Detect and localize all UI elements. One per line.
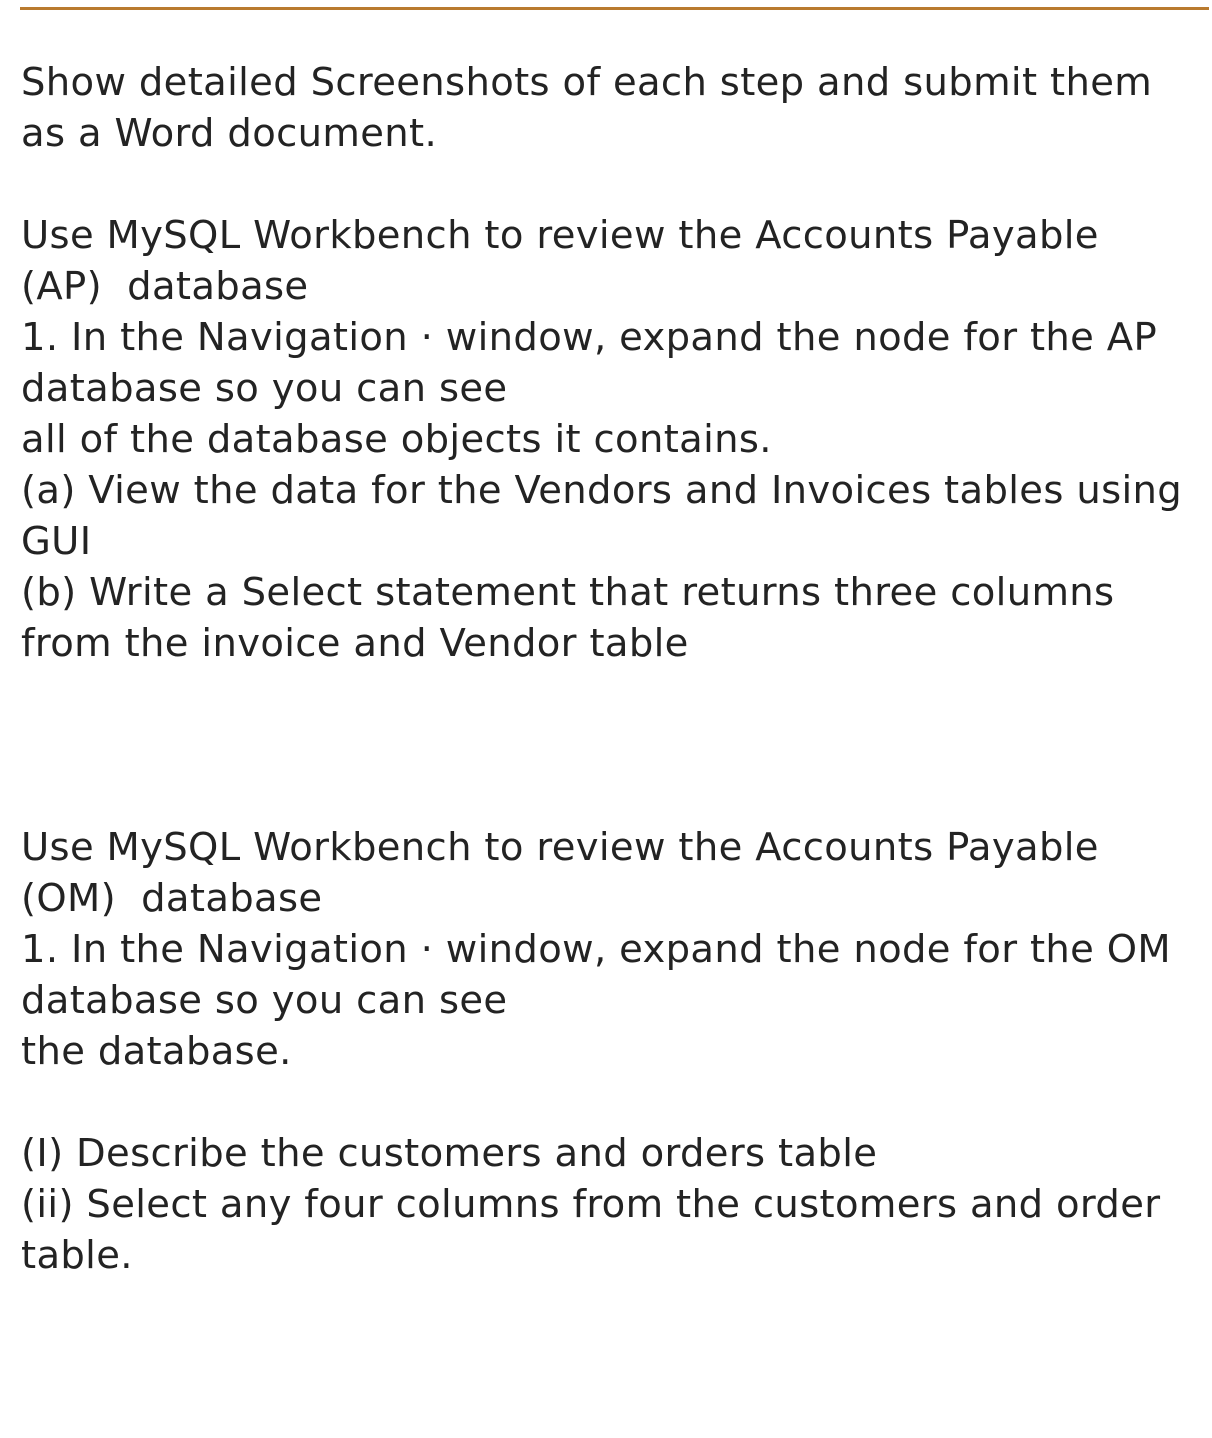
section-ap-heading: (AP) database — [21, 264, 309, 309]
intro-line: as a Word document. — [21, 111, 438, 156]
spacer — [21, 669, 1201, 822]
intro-line: Show detailed Screenshots of each step and submit them — [21, 60, 1153, 105]
document-body — [21, 57, 1201, 1281]
section-ap-step-1: database so you can see — [21, 366, 508, 411]
spacer — [21, 1077, 1201, 1128]
section-om-heading: (OM) database — [21, 876, 323, 921]
section-om-item-i: (I) Describe the customers and orders table — [21, 1131, 878, 1176]
section-ap-item-a: (a) View the data for the Vendors and Invoices tables using — [21, 468, 1183, 513]
spacer — [21, 159, 1201, 210]
section-ap-heading: Use MySQL Workbench to review the Accounts Payable — [21, 213, 1099, 258]
intro-paragraph — [21, 57, 1201, 159]
section-om-item-ii: (ii) Select any four columns from the customers and order — [21, 1182, 1161, 1227]
section-om — [21, 822, 1201, 1281]
section-om-step-1: the database. — [21, 1029, 292, 1074]
section-ap-step-1: all of the database objects it contains. — [21, 417, 772, 462]
top-divider — [20, 7, 1209, 10]
section-ap — [21, 210, 1201, 669]
section-ap-step-1: 1. In the Navigation · window, expand the node for the AP — [21, 315, 1158, 360]
section-om-heading: Use MySQL Workbench to review the Accounts Payable — [21, 825, 1099, 870]
section-ap-item-b: (b) Write a Select statement that returns three columns — [21, 570, 1115, 615]
section-om-item-ii: table. — [21, 1233, 133, 1278]
section-om-step-1: database so you can see — [21, 978, 508, 1023]
section-om-step-1: 1. In the Navigation · window, expand the node for the OM — [21, 927, 1172, 972]
section-ap-item-a: GUI — [21, 519, 92, 564]
section-ap-item-b: from the invoice and Vendor table — [21, 621, 689, 666]
